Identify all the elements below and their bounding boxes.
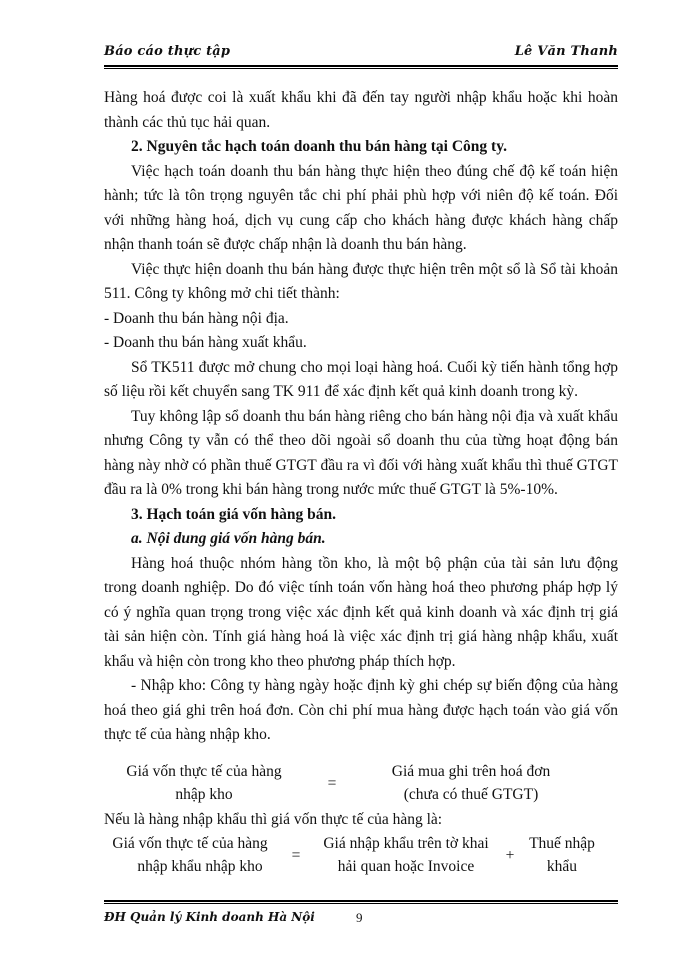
document-body <box>104 86 618 748</box>
section-heading: 2. Nguyên tắc hạch toán doanh thu bán hàng tại Công ty. <box>131 138 507 155</box>
formula-imported-goods-cost <box>104 832 644 880</box>
document-body-continued <box>104 808 618 833</box>
formula-mid-line2: hải quan hoặc Invoice <box>337 858 475 875</box>
footer-institution: ĐH Quản lý Kinh doanh Hà Nội <box>104 910 315 924</box>
header-rule <box>104 65 618 67</box>
footer-rule-thin <box>104 903 618 904</box>
paragraph: Hàng hoá thuộc nhóm hàng tồn kho, là một bộ phận của tài sản lưu động trong doanh nghiệp. Do đó việc tính toán vốn hàng hoá theo phương pháp hợp lý có ý nghĩa quan trọng trong việc xác định kết quả kinh doanh và xác định trị giá tài sản hiện còn. Tính giá hàng hoá là việc xác định trị giá hàng nhập khẩu, xuất khẩu và hiện còn trong kho theo phương pháp thích hợp. <box>104 554 618 670</box>
formula-rhs-line2: (chưa có thuế GTGT) <box>403 786 539 803</box>
plus-sign: + <box>505 847 515 864</box>
formula-lhs-line1: Giá vốn thực tế của hàng <box>126 763 282 780</box>
equals-sign: = <box>327 775 337 792</box>
formula-rhs-line2: khẩu <box>546 858 578 875</box>
list-item: - Doanh thu bán hàng nội địa. <box>104 309 289 327</box>
paragraph: Hàng hoá được coi là xuất khẩu khi đã đến tay người nhập khẩu hoặc khi hoàn thành các thủ tục hải quan. <box>104 89 618 131</box>
formula-rhs-line1: Thuế nhập <box>529 835 595 852</box>
subsection-heading: a. Nội dung giá vốn hàng bán. <box>131 530 326 547</box>
formula-mid-line1: Giá nhập khẩu trên tờ khai <box>323 835 489 852</box>
paragraph: Tuy không lập sổ doanh thu bán hàng riêng cho bán hàng nội địa và xuất khẩu nhưng Công ty vẫn có thể theo dõi ngoài sổ doanh thu của từng hoạt động bán hàng này nhờ có phần thuế GTGT đầu ra vì đối với hàng xuất khẩu thì thuế GTGT đầu ra là 0% trong khi bán hàng trong nước mức thuế GTGT là 5%-10%. <box>104 407 618 498</box>
equals-sign: = <box>291 847 301 864</box>
paragraph: Sổ TK511 được mở chung cho mọi loại hàng hoá. Cuối kỳ tiến hành tổng hợp số liệu rồi kết chuyển sang TK 911 để xác định kết quả kinh doanh trong kỳ. <box>104 358 618 400</box>
page-number: 9 <box>356 910 363 925</box>
formula-lhs-line2: nhập kho <box>175 786 233 803</box>
formula-rhs-line1: Giá mua ghi trên hoá đơn <box>391 763 551 780</box>
list-item: - Doanh thu bán hàng xuất khẩu. <box>104 334 307 351</box>
formula-import-cost <box>104 760 644 808</box>
paragraph: Việc thực hiện doanh thu bán hàng được thực hiện trên một sổ là Sổ tài khoản 511. Công ty không mở chi tiết thành: <box>104 260 618 302</box>
header-title: Báo cáo thực tập <box>104 44 231 59</box>
formula-lhs-line2: nhập khẩu nhập kho <box>137 858 263 875</box>
formula-lhs-line1: Giá vốn thực tế của hàng <box>112 835 268 852</box>
paragraph: Nếu là hàng nhập khẩu thì giá vốn thực tế của hàng là: <box>104 811 443 828</box>
page-header <box>104 44 618 62</box>
paragraph: - Nhập kho: Công ty hàng ngày hoặc định kỳ ghi chép sự biến động của hàng hoá theo giá ghi trên hoá đơn. Còn chi phí mua hàng được hạch toán vào giá vốn thực tế của hàng nhập kho. <box>104 677 618 743</box>
paragraph: Việc hạch toán doanh thu bán hàng thực hiện theo đúng chế độ kế toán hiện hành; tức là tôn trọng nguyên tắc chi phí phải phù hợp với niên độ kế toán. Đối với những hàng hoá, dịch vụ cung cấp cho khách hàng được khách hàng chấp nhận thanh toán sẽ được chấp nhận là doanh thu bán hàng. <box>104 162 618 253</box>
footer-rule <box>104 900 618 902</box>
section-heading: 3. Hạch toán giá vốn hàng bán. <box>131 505 336 523</box>
header-rule-thin <box>104 68 618 69</box>
header-author: Lê Văn Thanh <box>514 44 618 59</box>
